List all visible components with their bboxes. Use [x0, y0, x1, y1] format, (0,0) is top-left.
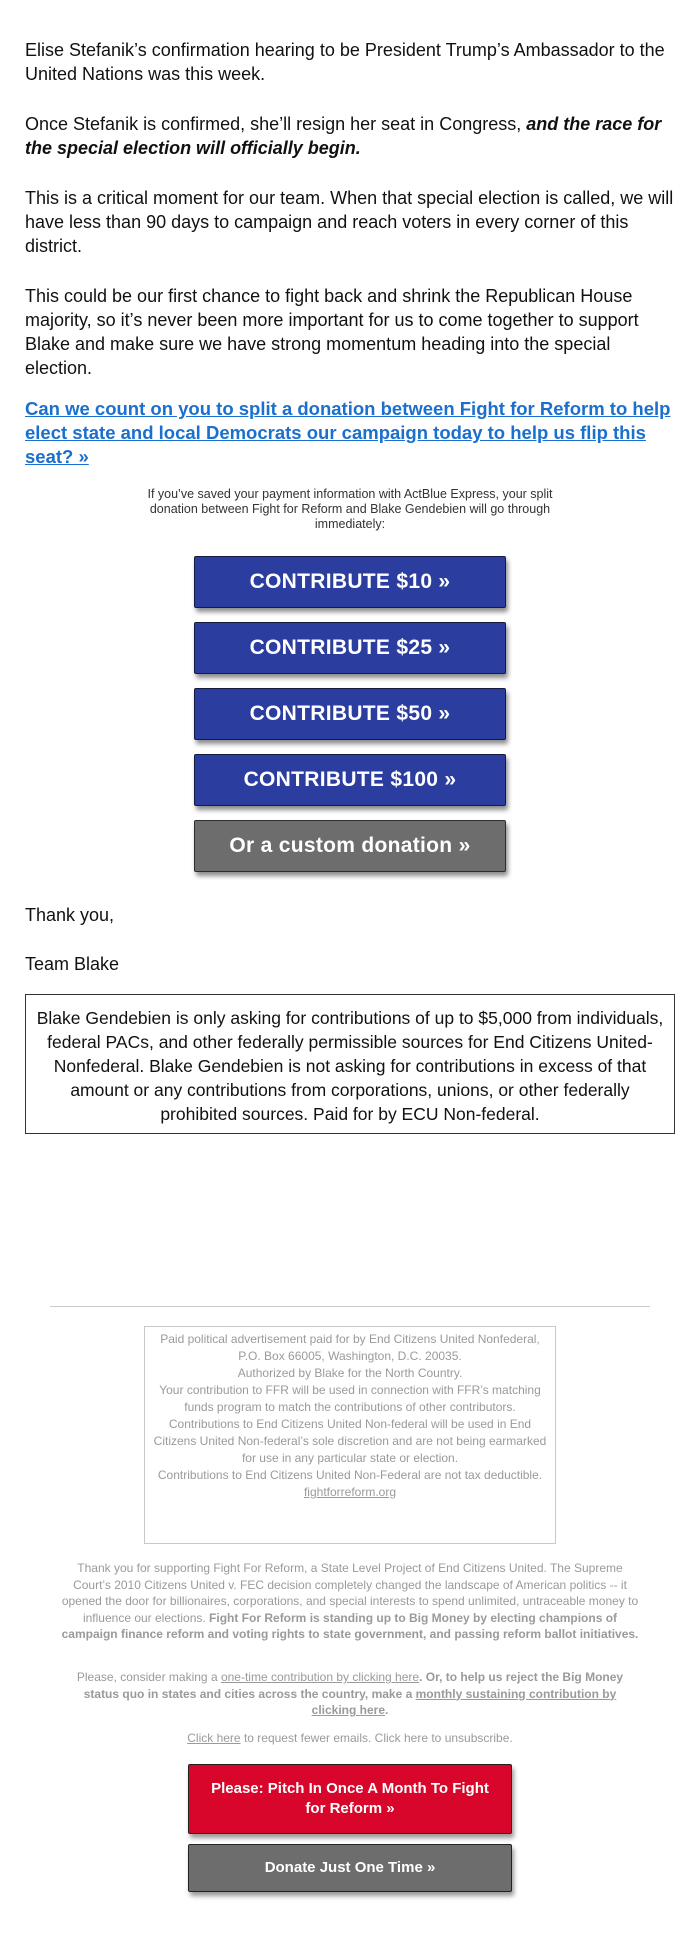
footer-divider	[50, 1306, 650, 1307]
paragraph-resign-text: Once Stefanik is confirmed, she’ll resign her seat in Congress,	[25, 114, 527, 134]
consider-text-middle: . Or, to help us reject the Big Money status quo in states and cities across the country, make a	[83, 1670, 624, 1701]
about-bold-text: Fight For Reform is standing up to Big Money by electing champions of campaign finance reform and voting rights to state government, and passing reform ballot initiatives.	[61, 1610, 639, 1641]
contribute-50-button[interactable]: CONTRIBUTE $50 »	[194, 688, 506, 740]
signoff-team: Team Blake	[25, 954, 120, 974]
email-preferences	[60, 1730, 640, 1747]
fightforreform-link[interactable]: fightforreform.org	[303, 1485, 397, 1499]
contribution-disclaimer-box: Blake Gendebien is only asking for contributions of up to $5,000 from individuals, federal PACs, and other federally permissible sources for End Citizens United-Nonfederal. Blake Gendebien is not asking for contributions in excess of that amount or any contributions from corporations, unions, or other federally prohibited sources. Paid for by ECU Non-federal.	[25, 994, 675, 1134]
one-time-donation-button[interactable]: Donate Just One Time »	[188, 1844, 512, 1892]
paid-for-line: Paid political advertisement paid for by End Citizens United Nonfederal, P.O. Box 66005, Washington, D.C. 20035.	[160, 1332, 540, 1363]
monthly-contribution-link[interactable]: monthly sustaining contribution by clicking here	[311, 1686, 617, 1717]
paragraph-critical-moment: This is a critical moment for our team. When that special election is called, we will have less than 90 days to campaign and reach voters in every corner of this district.	[25, 188, 674, 256]
contribute-25-button[interactable]: CONTRIBUTE $25 »	[194, 622, 506, 674]
paragraph-fight-back: This could be our first chance to fight back and shrink the Republican House majority, so it’s never been more important for us to come together to support Blake and make sure we have strong momentum heading into the special election.	[25, 286, 639, 378]
consider-contribution	[60, 1669, 640, 1719]
fewer-emails-text: to request fewer emails. Click here to unsubscribe.	[240, 1731, 513, 1745]
authorized-by-line: Authorized by Blake for the North Country.	[237, 1366, 463, 1380]
discretion-line: Contributions to End Citizens United Non-federal will be used in End Citizens United Non-federal’s sole discretion and are not being earmarked for use in any particular state or election.	[153, 1417, 547, 1465]
signoff-thanks: Thank you,	[25, 905, 115, 925]
contribute-100-button[interactable]: CONTRIBUTE $100 »	[194, 754, 506, 806]
one-time-contribution-link[interactable]: one-time contribution by clicking here	[220, 1670, 420, 1684]
custom-donation-button[interactable]: Or a custom donation »	[194, 820, 506, 872]
about-text: Thank you for supporting Fight For Reform, a State Level Project of End Citizens United. The Supreme Court’s 2010 Citizens United v. FEC decision completely changed the landscape of American politics -- it opened the door for billionaires, corporations, and special interests to spend unlimited, untraceable money to influence our elections.	[61, 1561, 639, 1625]
contribute-10-button[interactable]: CONTRIBUTE $10 »	[194, 556, 506, 608]
paid-for-box	[144, 1326, 556, 1544]
actblue-express-note: If you’ve saved your payment information with ActBlue Express, your split donation between Fight for Reform and Blake Gendebien will go through immediately:	[147, 487, 553, 531]
consider-text-start: Please, consider making a	[76, 1670, 221, 1684]
paragraph-resign	[25, 112, 675, 160]
consider-text-end: .	[385, 1703, 389, 1717]
fewer-emails-link[interactable]: Click here	[187, 1731, 241, 1745]
monthly-donation-button[interactable]: Please: Pitch In Once A Month To Fight for Reform »	[188, 1764, 512, 1834]
about-fight-for-reform	[60, 1560, 640, 1643]
tax-deductible-line: Contributions to End Citizens United Non-Federal are not tax deductible.	[157, 1468, 543, 1482]
paragraph-hearing: Elise Stefanik’s confirmation hearing to be President Trump’s Ambassador to the United Nations was this week.	[25, 40, 665, 84]
matching-funds-line: Your contribution to FFR will be used in connection with FFR’s matching funds program to match the contributions of other contributors.	[159, 1383, 541, 1414]
split-donation-link[interactable]: Can we count on you to split a donation between Fight for Reform to help elect state and local Democrats our campaign today to help us flip this seat? »	[25, 398, 671, 467]
paragraph-resign-emphasis: and the race for the special election will officially begin.	[25, 114, 662, 158]
